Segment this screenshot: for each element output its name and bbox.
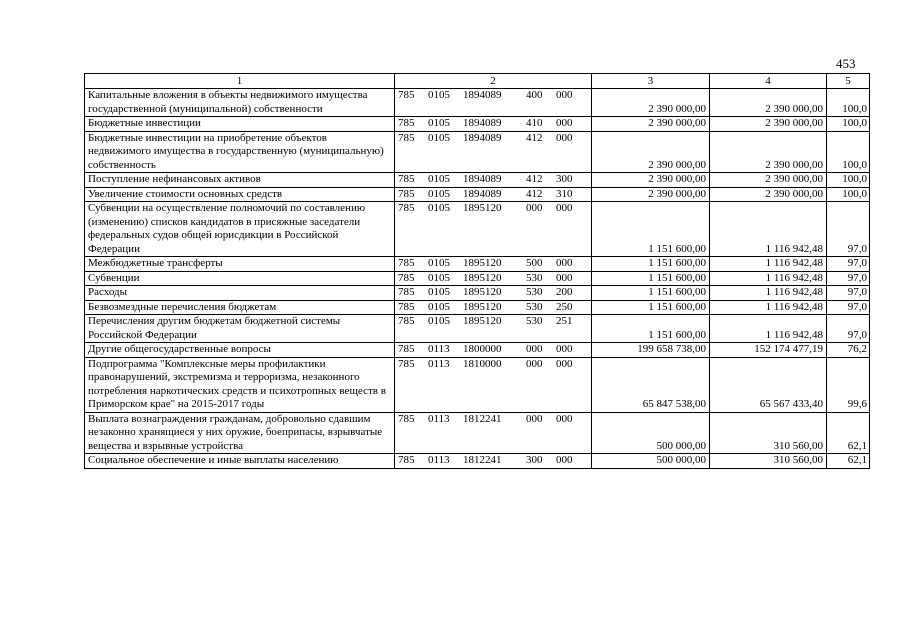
row-plan: 65 847 538,00 [592, 357, 710, 412]
code-3: 1895120 [463, 286, 502, 298]
code-3: 1800000 [463, 343, 502, 355]
code-1: 785 [398, 343, 415, 355]
code-4: 412 [526, 131, 543, 144]
row-name: Выплата вознаграждения гражданам, добровольно сдавшим незаконно хранящиеся у них оружие, боеприпасы, взрывчатые вещества и взрывные устройства [85, 412, 395, 454]
row-fact: 1 116 942,48 [710, 300, 827, 315]
table-row [85, 131, 870, 173]
row-fact: 2 390 000,00 [710, 187, 827, 202]
row-codes [395, 271, 592, 286]
code-2: 0105 [428, 187, 450, 200]
row-percent: 97,0 [827, 300, 870, 315]
code-1: 785 [398, 286, 415, 298]
row-fact: 1 116 942,48 [710, 315, 827, 343]
code-4: 000 [526, 343, 543, 355]
row-plan: 1 151 600,00 [592, 257, 710, 272]
header-col-4: 4 [710, 74, 827, 89]
code-4: 000 [526, 412, 543, 425]
table-row [85, 271, 870, 286]
table-row [85, 343, 870, 358]
code-4: 410 [526, 117, 543, 129]
row-percent: 100,0 [827, 89, 870, 117]
code-2: 0105 [428, 257, 450, 269]
row-plan: 1 151 600,00 [592, 315, 710, 343]
code-4: 500 [526, 257, 543, 269]
row-fact: 310 560,00 [710, 412, 827, 454]
row-codes [395, 286, 592, 301]
row-name: Подпрограмма "Комплексные меры профилактики правонарушений, экстремизма и терроризма, незаконного потребления наркотических средств и психотропных веществ в Приморском крае" на 2015-2017 годы [85, 357, 395, 412]
code-3: 1812241 [463, 412, 502, 425]
row-fact: 1 116 942,48 [710, 257, 827, 272]
row-plan: 2 390 000,00 [592, 173, 710, 188]
row-plan: 1 151 600,00 [592, 300, 710, 315]
row-percent: 97,0 [827, 315, 870, 343]
row-codes [395, 454, 592, 469]
code-5: 000 [556, 257, 573, 269]
row-percent: 97,0 [827, 286, 870, 301]
code-3: 1895120 [463, 315, 502, 327]
row-plan: 500 000,00 [592, 412, 710, 454]
header-col-1: 1 [85, 74, 395, 89]
header-col-2: 2 [395, 74, 592, 89]
code-1: 785 [398, 357, 415, 370]
header-row [85, 74, 870, 89]
row-name: Увеличение стоимости основных средств [85, 187, 395, 202]
row-fact: 2 390 000,00 [710, 173, 827, 188]
row-name: Перечисления другим бюджетам бюджетной системы Российской Федерации [85, 315, 395, 343]
code-1: 785 [398, 257, 415, 269]
row-percent: 99,6 [827, 357, 870, 412]
row-fact: 1 116 942,48 [710, 271, 827, 286]
code-5: 200 [556, 286, 573, 298]
row-plan: 500 000,00 [592, 454, 710, 469]
code-2: 0113 [428, 357, 450, 370]
code-4: 530 [526, 286, 543, 298]
code-2: 0105 [428, 315, 450, 327]
row-plan: 2 390 000,00 [592, 117, 710, 132]
code-4: 300 [526, 454, 543, 466]
row-codes [395, 117, 592, 132]
code-2: 0105 [428, 173, 450, 185]
code-4: 400 [526, 89, 543, 101]
code-2: 0113 [428, 343, 450, 355]
code-5: 000 [556, 131, 573, 144]
code-2: 0105 [428, 271, 450, 284]
table-row [85, 202, 870, 257]
code-5: 000 [556, 89, 573, 101]
code-1: 785 [398, 271, 415, 284]
code-1: 785 [398, 300, 415, 313]
code-4: 530 [526, 271, 543, 284]
row-fact: 152 174 477,19 [710, 343, 827, 358]
code-5: 000 [556, 357, 573, 370]
code-1: 785 [398, 187, 415, 200]
code-2: 0105 [428, 117, 450, 129]
code-3: 1894089 [463, 131, 502, 144]
row-fact: 1 116 942,48 [710, 286, 827, 301]
row-plan: 1 151 600,00 [592, 271, 710, 286]
code-3: 1894089 [463, 89, 502, 101]
row-codes [395, 89, 592, 117]
code-3: 1894089 [463, 117, 502, 129]
code-2: 0105 [428, 300, 450, 313]
row-codes [395, 357, 592, 412]
code-4: 412 [526, 173, 543, 185]
table-row [85, 300, 870, 315]
code-3: 1810000 [463, 357, 502, 370]
code-5: 000 [556, 454, 573, 466]
row-fact: 2 390 000,00 [710, 117, 827, 132]
code-1: 785 [398, 89, 415, 101]
table-row [85, 357, 870, 412]
code-2: 0105 [428, 131, 450, 144]
code-5: 300 [556, 173, 573, 185]
code-3: 1894089 [463, 173, 502, 185]
code-2: 0105 [428, 202, 450, 214]
table-row [85, 89, 870, 117]
table-row [85, 454, 870, 469]
header-col-5: 5 [827, 74, 870, 89]
code-4: 530 [526, 315, 543, 327]
row-fact: 1 116 942,48 [710, 202, 827, 257]
page-number: 453 [836, 56, 856, 71]
code-4: 000 [526, 202, 543, 214]
row-codes [395, 315, 592, 343]
code-4: 000 [526, 357, 543, 370]
code-1: 785 [398, 131, 415, 144]
code-5: 000 [556, 412, 573, 425]
code-1: 785 [398, 412, 415, 425]
code-4: 412 [526, 187, 543, 200]
row-codes [395, 131, 592, 173]
code-1: 785 [398, 454, 415, 466]
row-percent: 97,0 [827, 202, 870, 257]
row-codes [395, 412, 592, 454]
row-percent: 97,0 [827, 257, 870, 272]
code-5: 000 [556, 202, 573, 214]
row-codes [395, 202, 592, 257]
code-2: 0113 [428, 454, 450, 466]
row-plan: 2 390 000,00 [592, 187, 710, 202]
row-percent: 100,0 [827, 131, 870, 173]
table-row [85, 412, 870, 454]
row-name: Межбюджетные трансферты [85, 257, 395, 272]
row-name: Поступление нефинансовых активов [85, 173, 395, 188]
code-3: 1812241 [463, 454, 502, 466]
code-3: 1894089 [463, 187, 502, 200]
code-2: 0105 [428, 286, 450, 298]
row-plan: 2 390 000,00 [592, 89, 710, 117]
row-codes [395, 257, 592, 272]
code-5: 310 [556, 187, 573, 200]
row-codes [395, 187, 592, 202]
table-row [85, 286, 870, 301]
code-3: 1895120 [463, 257, 502, 269]
code-2: 0105 [428, 89, 450, 101]
row-name: Бюджетные инвестиции [85, 117, 395, 132]
row-plan: 1 151 600,00 [592, 202, 710, 257]
code-3: 1895120 [463, 202, 502, 214]
code-5: 000 [556, 271, 573, 284]
code-1: 785 [398, 202, 415, 214]
row-fact: 2 390 000,00 [710, 89, 827, 117]
code-5: 251 [556, 315, 573, 327]
code-3: 1895120 [463, 300, 502, 313]
table-row [85, 187, 870, 202]
row-percent: 100,0 [827, 117, 870, 132]
row-plan: 2 390 000,00 [592, 131, 710, 173]
code-5: 000 [556, 343, 573, 355]
row-name: Социальное обеспечение и иные выплаты населению [85, 454, 395, 469]
budget-table [84, 73, 870, 469]
row-name: Субвенции [85, 271, 395, 286]
code-5: 250 [556, 300, 573, 313]
table-row [85, 173, 870, 188]
row-percent: 76,2 [827, 343, 870, 358]
row-codes [395, 300, 592, 315]
row-name: Расходы [85, 286, 395, 301]
row-percent: 62,1 [827, 454, 870, 469]
row-fact: 310 560,00 [710, 454, 827, 469]
table-row [85, 315, 870, 343]
row-percent: 100,0 [827, 173, 870, 188]
code-1: 785 [398, 173, 415, 185]
code-3: 1895120 [463, 271, 502, 284]
row-name: Бюджетные инвестиции на приобретение объектов недвижимого имущества в государственную (муниципальную) собственность [85, 131, 395, 173]
row-name: Капитальные вложения в объекты недвижимого имущества государственной (муниципальной) собственности [85, 89, 395, 117]
row-percent: 62,1 [827, 412, 870, 454]
header-col-3: 3 [592, 74, 710, 89]
row-fact: 2 390 000,00 [710, 131, 827, 173]
row-name: Другие общегосударственные вопросы [85, 343, 395, 358]
code-4: 530 [526, 300, 543, 313]
code-1: 785 [398, 315, 415, 327]
row-plan: 199 658 738,00 [592, 343, 710, 358]
table-row [85, 257, 870, 272]
row-plan: 1 151 600,00 [592, 286, 710, 301]
code-5: 000 [556, 117, 573, 129]
table-row [85, 117, 870, 132]
row-name: Безвозмездные перечисления бюджетам [85, 300, 395, 315]
row-name: Субвенции на осуществление полномочий по составлению (изменению) списков кандидатов в присяжные заседатели федеральных судов общей юрисдикции в Российской Федерации [85, 202, 395, 257]
row-percent: 97,0 [827, 271, 870, 286]
row-codes [395, 173, 592, 188]
code-2: 0113 [428, 412, 450, 425]
code-1: 785 [398, 117, 415, 129]
row-percent: 100,0 [827, 187, 870, 202]
row-fact: 65 567 433,40 [710, 357, 827, 412]
row-codes [395, 343, 592, 358]
